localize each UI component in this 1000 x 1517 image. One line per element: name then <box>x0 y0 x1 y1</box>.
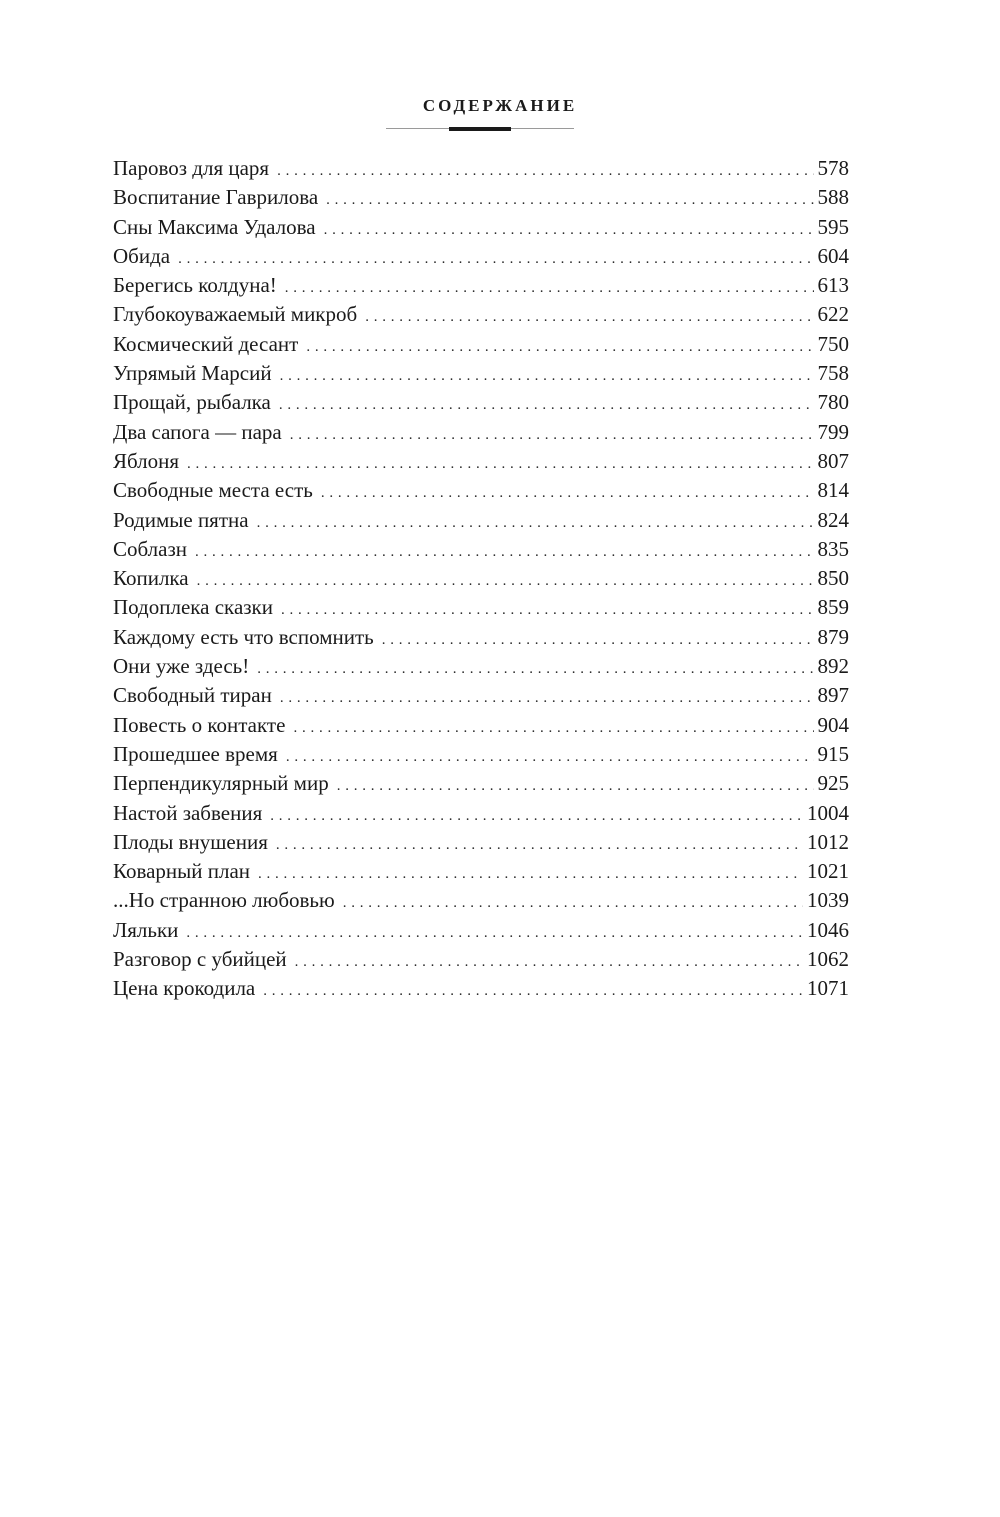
toc-dot-leader <box>276 831 803 860</box>
toc-entry-page-number: 1039 <box>807 888 849 913</box>
toc-entry-page-number: 588 <box>817 185 849 210</box>
toc-entry-title: Каждому есть что вспомнить <box>113 624 374 649</box>
toc-entry-page-number: 1046 <box>807 917 849 942</box>
toc-entry-title: Прощай, рыбалка <box>113 390 271 415</box>
toc-entry <box>113 447 849 476</box>
toc-entry-title: Копилка <box>113 566 189 591</box>
toc-entry <box>113 652 849 681</box>
toc-entry-title: Цена крокодила <box>113 976 256 1001</box>
toc-entry-title: Свободный тиран <box>113 683 272 708</box>
toc-dot-leader <box>280 684 814 713</box>
toc-dot-leader <box>258 860 803 889</box>
toc-entry-page-number: 758 <box>817 361 849 386</box>
toc-entry-page-number: 1062 <box>807 947 849 972</box>
toc-entry-page-number: 879 <box>817 624 849 649</box>
toc-dot-leader <box>306 333 813 362</box>
toc-dot-leader <box>293 714 813 743</box>
toc-entry <box>113 623 849 652</box>
toc-entry-page-number: 859 <box>817 595 849 620</box>
toc-entry <box>113 506 849 535</box>
toc-dot-leader <box>257 655 813 684</box>
toc-entry-title: Разговор с убийцей <box>113 947 287 972</box>
table-of-contents <box>113 154 849 1004</box>
toc-dot-leader <box>286 743 814 772</box>
toc-entry-page-number: 850 <box>817 566 849 591</box>
toc-entry-page-number: 578 <box>817 156 849 180</box>
toc-dot-leader <box>326 186 813 215</box>
toc-dot-leader <box>324 216 814 245</box>
toc-entry <box>113 564 849 593</box>
toc-entry-title: Сны Максима Удалова <box>113 214 316 239</box>
toc-entry <box>113 769 849 798</box>
toc-entry-page-number: 622 <box>817 302 849 327</box>
toc-entry-page-number: 814 <box>817 478 849 503</box>
toc-entry-title: Космический десант <box>113 331 299 356</box>
toc-dot-leader <box>186 919 803 948</box>
toc-dot-leader <box>290 421 814 450</box>
toc-entry-title: Коварный план <box>113 859 251 884</box>
toc-entry-page-number: 613 <box>817 273 849 298</box>
toc-entry-title: Обида <box>113 243 171 268</box>
heading-rule-accent <box>449 127 511 131</box>
toc-entry <box>113 330 849 359</box>
toc-entry <box>113 857 849 886</box>
toc-entry-title: Плоды внушения <box>113 829 268 854</box>
toc-entry-title: Два сапога — пара <box>113 419 282 444</box>
toc-dot-leader <box>178 245 813 274</box>
toc-entry-title: Берегись колдуна! <box>113 273 277 298</box>
toc-entry <box>113 828 849 857</box>
toc-dot-leader <box>257 509 814 538</box>
toc-dot-leader <box>195 538 813 567</box>
toc-entry-page-number: 1004 <box>807 800 849 825</box>
toc-entry <box>113 154 849 183</box>
toc-dot-leader <box>285 274 814 303</box>
toc-entry-page-number: 824 <box>817 507 849 532</box>
toc-entry-title: Глубокоуважаемый микроб <box>113 302 358 327</box>
toc-entry-page-number: 1012 <box>807 829 849 854</box>
toc-entry <box>113 916 849 945</box>
toc-entry-page-number: 925 <box>817 771 849 796</box>
toc-entry-title: Родимые пятна <box>113 507 249 532</box>
toc-entry <box>113 359 849 388</box>
toc-entry-title: Соблазн <box>113 536 188 561</box>
toc-entry <box>113 476 849 505</box>
toc-entry-title: Свободные места есть <box>113 478 313 503</box>
toc-entry-page-number: 892 <box>817 654 849 679</box>
toc-dot-leader <box>365 303 813 332</box>
toc-dot-leader <box>263 977 803 1006</box>
toc-entry <box>113 418 849 447</box>
toc-entry <box>113 183 849 212</box>
toc-entry <box>113 213 849 242</box>
toc-dot-leader <box>277 157 813 186</box>
toc-entry-title: Паровоз для царя <box>113 156 270 180</box>
toc-dot-leader <box>321 479 814 508</box>
toc-dot-leader <box>270 802 803 831</box>
toc-dot-leader <box>382 626 814 655</box>
toc-entry-page-number: 604 <box>817 243 849 268</box>
toc-entry-page-number: 915 <box>817 741 849 766</box>
toc-entry-title: Упрямый Марсий <box>113 361 272 386</box>
toc-entry-title: Они уже здесь! <box>113 654 250 679</box>
toc-entry-title: Ляльки <box>113 917 179 942</box>
toc-entry <box>113 242 849 271</box>
toc-entry <box>113 974 849 1003</box>
toc-entry <box>113 388 849 417</box>
page-heading: СОДЕРЖАНИЕ <box>422 96 578 115</box>
toc-entry-title: Прошедшее время <box>113 741 278 766</box>
toc-entry <box>113 535 849 564</box>
toc-entry <box>113 593 849 622</box>
toc-entry-title: Подоплека сказки <box>113 595 274 620</box>
toc-entry <box>113 886 849 915</box>
toc-dot-leader <box>343 889 803 918</box>
toc-entry-page-number: 904 <box>817 712 849 737</box>
toc-entry-title: Воспитание Гаврилова <box>113 185 319 210</box>
toc-dot-leader <box>197 567 814 596</box>
toc-entry-title: Повесть о контакте <box>113 712 286 737</box>
toc-entry <box>113 799 849 828</box>
toc-entry <box>113 945 849 974</box>
toc-dot-leader <box>295 948 803 977</box>
toc-dot-leader <box>279 391 814 420</box>
toc-entry-page-number: 897 <box>817 683 849 708</box>
toc-entry-page-number: 835 <box>817 536 849 561</box>
toc-entry <box>113 271 849 300</box>
toc-entry <box>113 681 849 710</box>
toc-entry-title: Яблоня <box>113 448 180 473</box>
toc-dot-leader <box>337 772 814 801</box>
toc-entry <box>113 300 849 329</box>
toc-entry-title: ...Но странною любовью <box>113 888 335 913</box>
toc-entry-page-number: 1071 <box>807 976 849 1001</box>
toc-entry-page-number: 595 <box>817 214 849 239</box>
toc-entry-title: Настой забвения <box>113 800 263 825</box>
toc-dot-leader <box>280 362 814 391</box>
toc-dot-leader <box>281 596 813 625</box>
toc-entry-page-number: 807 <box>817 448 849 473</box>
toc-entry-page-number: 1021 <box>807 859 849 884</box>
toc-entry-page-number: 780 <box>817 390 849 415</box>
toc-entry <box>113 711 849 740</box>
toc-entry-page-number: 750 <box>817 331 849 356</box>
toc-dot-leader <box>187 450 813 479</box>
toc-entry-page-number: 799 <box>817 419 849 444</box>
toc-entry <box>113 740 849 769</box>
toc-entry-title: Перпендикулярный мир <box>113 771 329 796</box>
